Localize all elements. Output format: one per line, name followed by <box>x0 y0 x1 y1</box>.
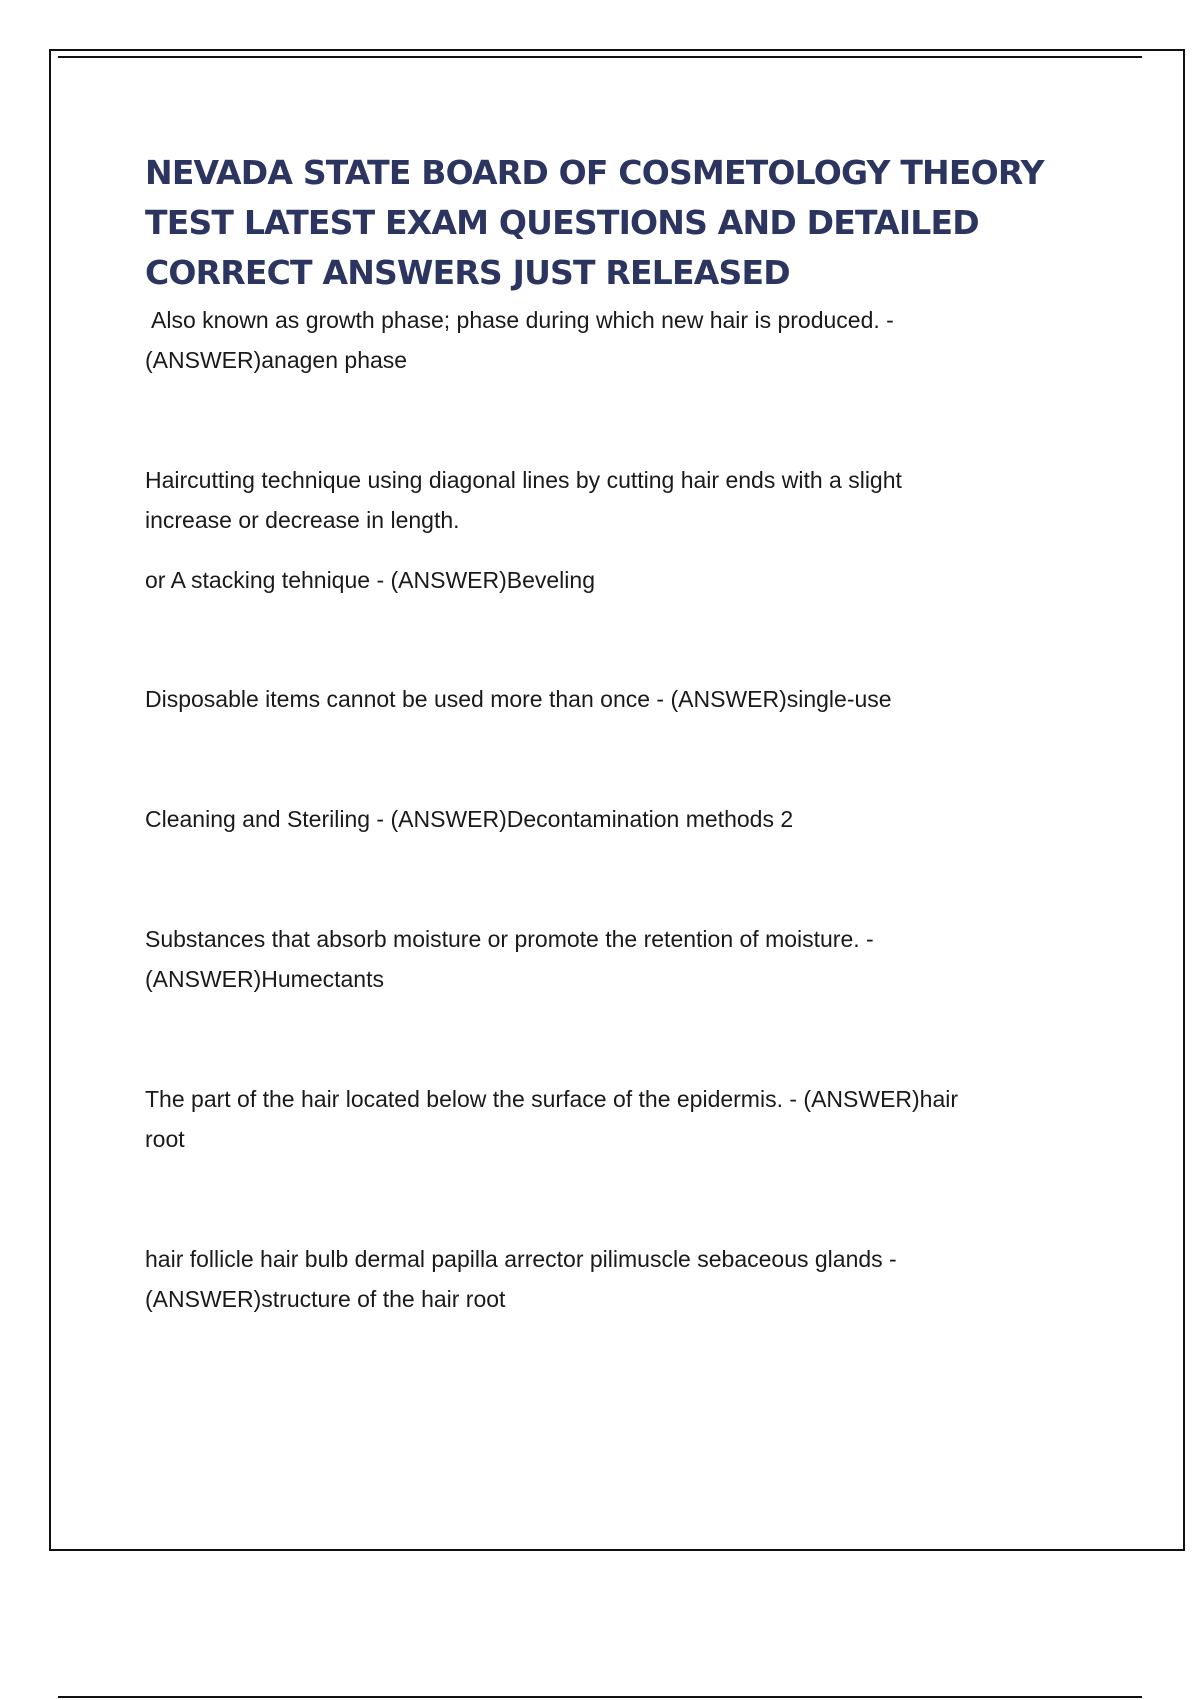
question-text: hair follicle hair bulb dermal papilla arrector pilimuscle sebaceous glands - <box>145 1246 897 1272</box>
title-line: NEVADA STATE BOARD OF COSMETOLOGY THEORY <box>145 153 1044 192</box>
question-text: Substances that absorb moisture or promote the retention of moisture. - <box>145 926 874 952</box>
question-text: increase or decrease in length. <box>145 507 460 533</box>
answer-text: root <box>145 1126 185 1152</box>
title-line: CORRECT ANSWERS JUST RELEASED <box>145 253 790 292</box>
bottom-rule <box>58 1696 1142 1698</box>
document-body <box>145 148 1085 1319</box>
answer-text: (ANSWER)Humectants <box>145 966 384 992</box>
question-answer-text: Cleaning and Steriling - (ANSWER)Decontamination methods 2 <box>145 806 794 832</box>
qa-item <box>145 799 1085 839</box>
question-text: The part of the hair located below the surface of the epidermis. - (ANSWER)hair <box>145 1086 959 1112</box>
qa-item <box>145 460 1085 600</box>
question-answer-text: Disposable items cannot be used more than once - (ANSWER)single-use <box>145 686 892 712</box>
title-line: TEST LATEST EXAM QUESTIONS AND DETAILED <box>145 203 979 242</box>
qa-item <box>145 300 1085 380</box>
answer-text: (ANSWER)structure of the hair root <box>145 1286 506 1312</box>
answer-text: (ANSWER)anagen phase <box>145 347 408 373</box>
question-text: Haircutting technique using diagonal lines by cutting hair ends with a slight <box>145 467 902 493</box>
qa-item <box>145 679 1085 719</box>
qa-item <box>145 1239 1085 1319</box>
document-title <box>145 148 1085 298</box>
answer-text: or A stacking tehnique - (ANSWER)Beveling <box>145 567 595 593</box>
qa-item <box>145 1079 1085 1159</box>
top-rule <box>58 56 1142 58</box>
question-text: Also known as growth phase; phase during which new hair is produced. - <box>151 307 894 333</box>
qa-item <box>145 919 1085 999</box>
